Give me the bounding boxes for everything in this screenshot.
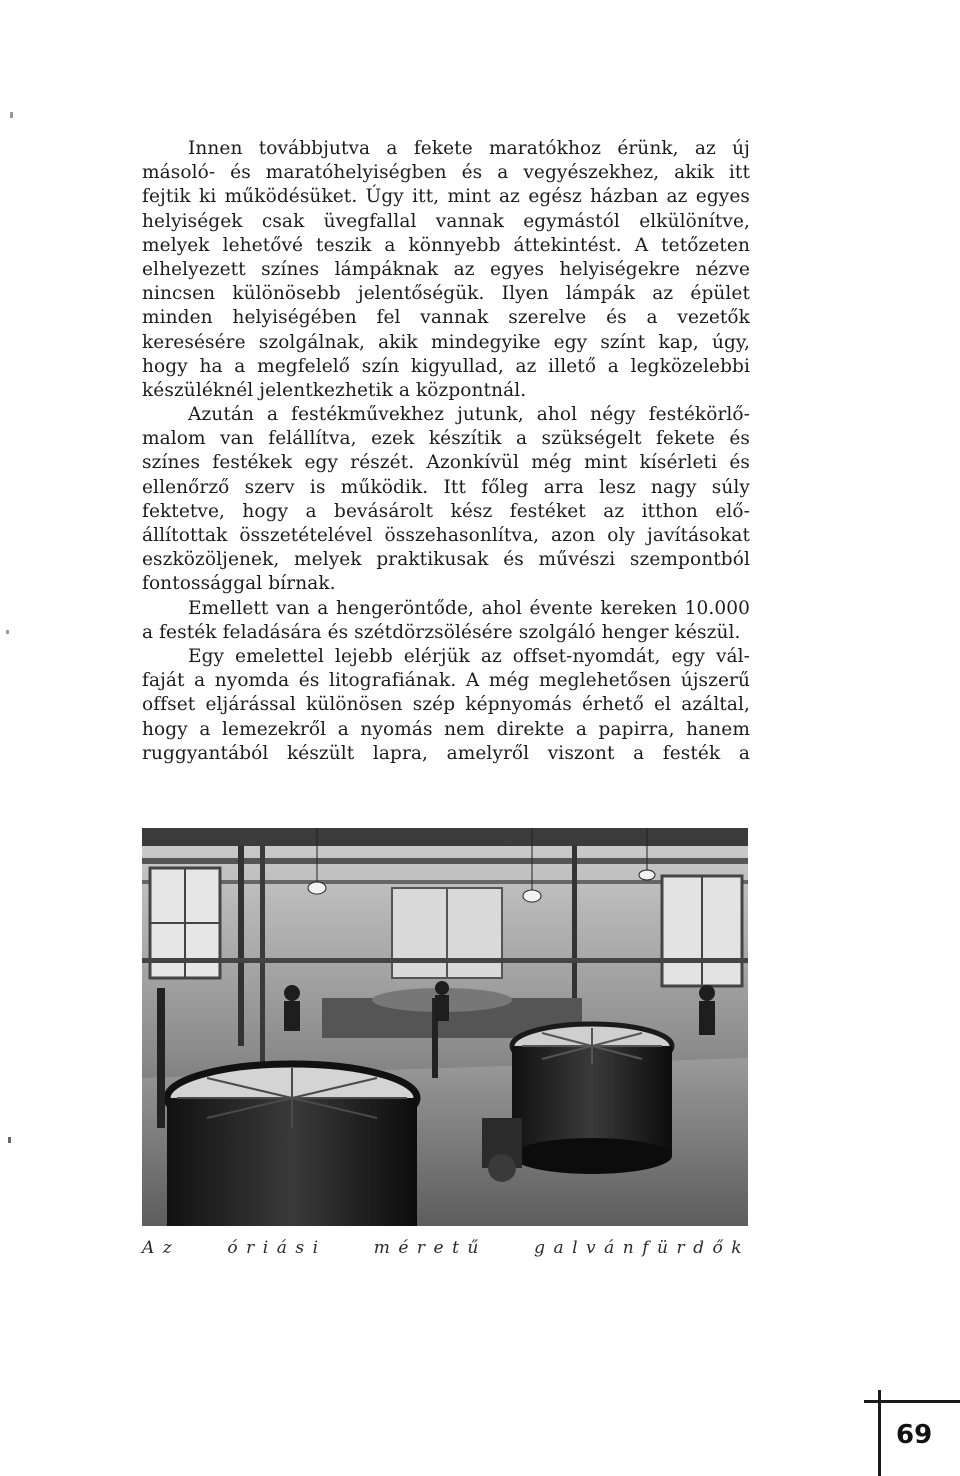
margin-speck	[6, 630, 9, 634]
text-line: offset eljárással különösen szép képnyomás érhető el azáltal,	[142, 694, 750, 716]
text-line: hogy a lemezekről a nyomás nem direkte a papirra, hanem	[142, 718, 750, 740]
page-number: 69	[896, 1420, 933, 1450]
photo-caption: Az óriási méretű galvánfürdők	[142, 1238, 750, 1258]
text-line: helyiségek csak üvegfallal vannak egymástól elkülönítve,	[142, 210, 750, 232]
text-line: hogy ha a megfelelő szín kigyullad, az illető a legközelebbi	[142, 355, 750, 377]
photo-illustration	[142, 828, 748, 1226]
margin-speck	[8, 1137, 11, 1143]
text-line: elhelyezett színes lámpáknak az egyes helyiségekre nézve	[142, 258, 750, 280]
text-line: Egy emelettel lejebb elérjük az offset-nyomdát, egy vál-	[188, 645, 750, 667]
text-line: ruggyantából készült lapra, amelyről viszont a festék a	[142, 742, 750, 764]
margin-speck	[10, 112, 13, 118]
text-line: másoló- és maratóhelyiségben és a vegyészekhez, akik itt	[142, 162, 750, 184]
body-text	[142, 137, 750, 766]
text-line: faját a nyomda és litografiának. A még meglehetősen újszerű	[142, 670, 750, 692]
text-line: állítottak összetételével összehasonlítva, azon oly javításokat	[142, 525, 750, 546]
text-line: malom van felállítva, ezek készítik a szükségelt fekete és	[142, 428, 750, 450]
text-line: ellenőrző szerv is működik. Itt főleg arra lesz nagy súly	[142, 476, 750, 498]
text-line: fontossággal bírnak.	[142, 573, 336, 595]
text-line: fektetve, hogy a bevásárolt kész festéket az itthon elő-	[142, 500, 750, 522]
text-line: melyek lehetővé teszik a könnyebb áttekintést. A tetőzeten	[142, 234, 750, 256]
text-line: Innen továbbjutva a fekete maratókhoz érünk, az új	[188, 138, 750, 159]
text-line: Azután a festékművekhez jutunk, ahol négy festékörlő-	[188, 404, 750, 426]
text-line: eszközöljenek, melyek praktikusak és művészi szempontból	[142, 549, 750, 571]
text-line: fejtik ki működésüket. Úgy itt, mint az egész házban az egyes	[142, 186, 750, 208]
page-number-corner	[878, 1390, 960, 1476]
galvanic-baths-photo	[142, 828, 748, 1226]
text-line: Emellett van a hengeröntőde, ahol évente kereken 10.000	[188, 597, 750, 619]
text-line: nincsen különösebb jelentőségük. Ilyen lámpák az épület	[142, 283, 750, 305]
corner-rule-vertical	[878, 1390, 881, 1476]
text-line: készüléknél jelentkezhetik a központnál.	[142, 379, 527, 401]
text-line: színes festékek egy részét. Azonkívül még mint kísérleti és	[142, 452, 750, 474]
text-line: minden helyiségében fel vannak szerelve és a vezetők	[142, 307, 750, 329]
text-line: a festék feladására és szétdörzsölésére szolgáló henger készül.	[142, 621, 741, 643]
text-line: keresésére szolgálnak, akik mindegyike egy színt kap, úgy,	[142, 331, 750, 353]
